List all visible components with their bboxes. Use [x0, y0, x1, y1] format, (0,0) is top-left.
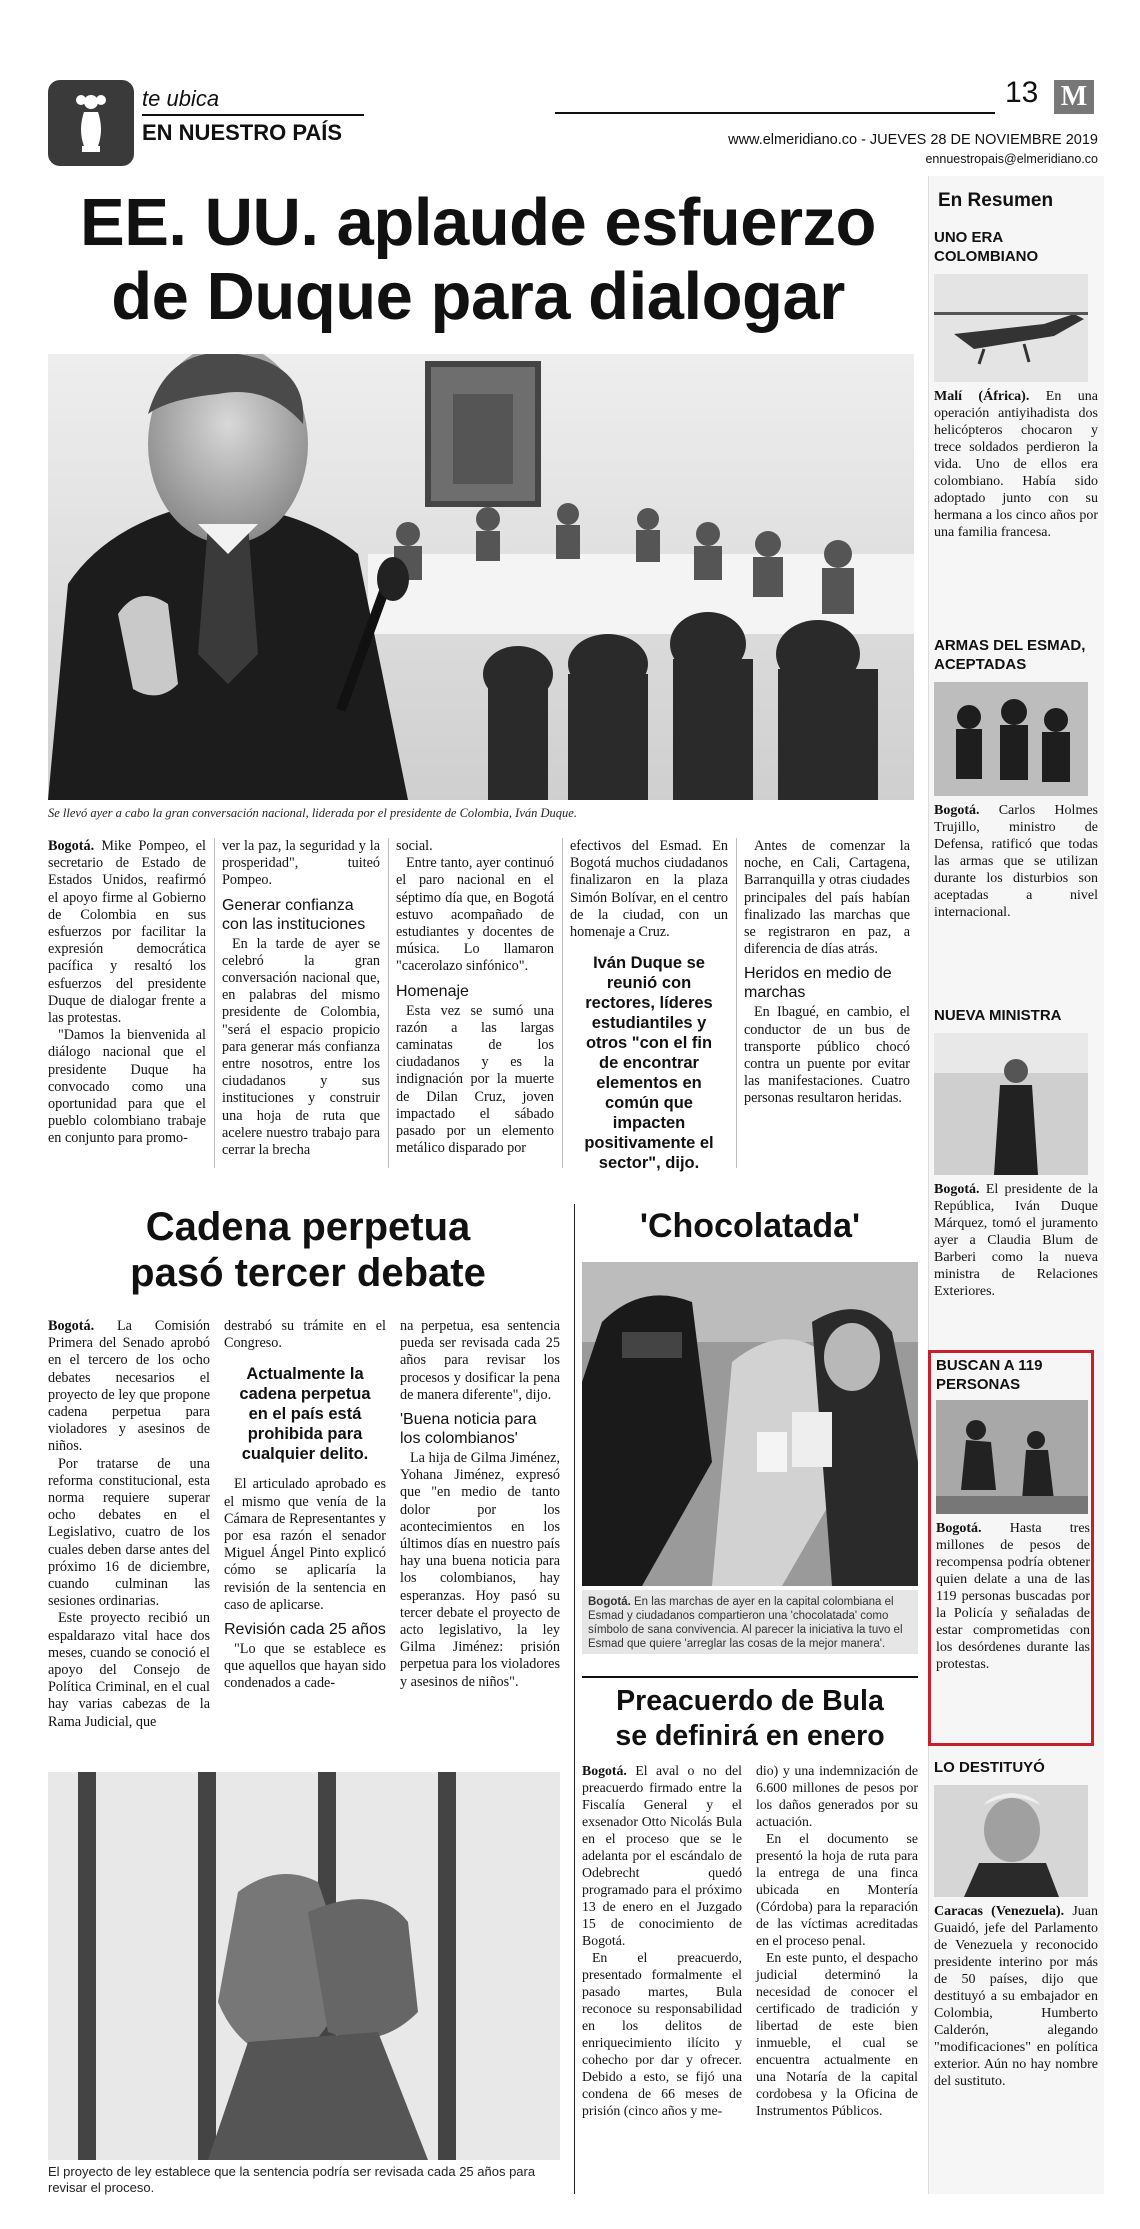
- sidebar-item-head: LO DESTITUYÓ: [934, 1759, 1045, 1776]
- cadena-headline-line-1: Cadena perpetua: [145, 1205, 471, 1249]
- dateline: Malí (África).: [934, 389, 1030, 404]
- paragraph: Hasta tres millones de pesos de recompensa podría obtener quien delate a una de las 119 personas buscadas por la Policía y señaladas de estar comprometidas con los desórdenes durante las protestas.: [936, 1521, 1090, 1672]
- paragraph: Mike Pompeo, el secretario de Estado de Estados Unidos, reafirmó el apoyo firme al Gobierno de Colombia en sus esfuerzos por facilitar la expresión democrática pacífica y resaltó los esfuerzos del presidente Duque de dialogar frente a las protestas.: [48, 838, 206, 1027]
- sidebar-item: [936, 1356, 1090, 1673]
- main-article-col-1: [48, 838, 206, 1148]
- paragraph: efectivos del Esmad. En Bogotá muchos ciudadanos finalizaron en la plaza Simón Bolívar, en el centro de la ciudad, con un homenaje a Cruz.: [570, 838, 728, 941]
- paragraph: El aval o no del preacuerdo firmado entre la Fiscalía General y el exsenador Otto Nicolás Bula en el proceso que se le adelanta por el escándalo de Odebrecht quedó programado para el próximo 13 de enero en el Juzgado 15 de conocimiento de Bogotá.: [582, 1763, 743, 1948]
- paragraph: La hija de Gilma Jiménez, Yohana Jiménez, expresó que "en medio de tanto dolor por los acontecimientos en los últimos días en nuestro país hay una buena noticia para los colombianos, hay esperanzas. Hoy pasó su tercer debate el proyecto de acto legislativo, la ley Gilma Jiménez: prisión perpetua para los violadores y asesinos de niños".: [400, 1450, 560, 1690]
- sidebar-item: [934, 228, 1098, 541]
- main-photo-caption: Se llevó ayer a cabo la gran conversación nacional, liderada por el presidente de Colombia, Iván Duque.: [48, 806, 577, 820]
- section-divider: [582, 1676, 918, 1678]
- sidebar-item-text: [934, 1903, 1098, 2090]
- paragraph: "Damos la bienvenida al diálogo nacional que el presidente Duque ha convocado como una oportunidad para que el pueblo colombiano trabaje en conjunto para promo-: [48, 1027, 206, 1147]
- sidebar-item-text: [934, 388, 1098, 541]
- paragraph: En Ibagué, en cambio, el conductor de un bus de transporte público chocó contra un puente por evitar las manifestaciones. Cuatro personas resultaron heridas.: [744, 1004, 910, 1107]
- main-article-col-5: [744, 838, 910, 1108]
- paragraph: dio) y una indemnización de 6.600 millones de pesos por los daños generados por su actuación.: [756, 1763, 918, 1829]
- sidebar-item-text: [934, 1181, 1098, 1300]
- main-article-col-4: [570, 838, 728, 1185]
- cadena-headline: [48, 1204, 568, 1296]
- main-headline-line-2: de Duque para dialogar: [111, 259, 845, 334]
- paragraph: ver la paz, la seguridad y la prosperidad", tuiteó Pompeo.: [222, 838, 380, 889]
- dateline: Caracas (Venezuela).: [934, 1904, 1065, 1919]
- paragraph: En la tarde de ayer se celebró la gran conversación nacional que, en palabras del mismo presidente de Colombia, "será el espacio propicio para generar más confianza entre nosotros, entre los ciudadanos y sus instituciones y construir una hoja de ruta que acelere nuestro trabajo para cerrar la brecha: [222, 935, 380, 1159]
- cadena-col-3: [400, 1318, 560, 1691]
- dateline: Bogotá.: [934, 803, 980, 818]
- main-photo: [48, 354, 914, 800]
- paragraph: na perpetua, esa sentencia pueda ser revisada cada 25 años para revisar los procesos y dosificar la pena de manera diferente", dijo.: [400, 1318, 560, 1403]
- section-divider: [574, 1204, 575, 2194]
- sidebar-item-head: UNO ERA COLOMBIANO: [934, 229, 1039, 265]
- cadena-photo-caption: El proyecto de ley establece que la sentencia podría ser revisada cada 25 años para revisar el proceso.: [48, 2164, 536, 2195]
- masthead-logo: M: [1054, 80, 1094, 114]
- column-rule: [562, 838, 563, 1168]
- sidebar-item-head: NUEVA MINISTRA: [934, 1007, 1062, 1024]
- dateline: Bogotá.: [48, 838, 95, 854]
- chocolatada-caption-box: [582, 1590, 918, 1654]
- column-rule: [214, 838, 215, 1168]
- sidebar-title: En Resumen: [938, 190, 1054, 211]
- bula-headline: [582, 1684, 918, 1754]
- section-divider: [142, 114, 364, 116]
- subheading: Revisión cada 25 años: [224, 1621, 386, 1639]
- header-rule: [555, 112, 995, 114]
- column-rule: [736, 838, 737, 1168]
- sidebar-photo-esmad: [934, 682, 1088, 796]
- paragraph: Antes de comenzar la noche, en Cali, Cartagena, Barranquilla y otras ciudades principales del país habían finalizado las marchas que se registraron en paz, a diferencia de días atrás.: [744, 838, 910, 958]
- sidebar-item-head: BUSCAN A 119 PERSONAS: [936, 1357, 1043, 1393]
- paragraph: El articulado aprobado es el mismo que venía de la Cámara de Representantes y por esa razón el senador Miguel Ángel Pinto explicó cómo se aplicaría la revisión de la sentencia en caso de aplicarse.: [224, 1476, 386, 1613]
- section-logo-icon: [48, 80, 134, 166]
- paragraph: destrabó su trámite en el Congreso.: [224, 1318, 386, 1352]
- site-date: www.elmeridiano.co - JUEVES 28 DE NOVIEMBRE 2019: [728, 132, 1098, 148]
- cadena-headline-line-2: pasó tercer debate: [130, 1251, 486, 1295]
- main-headline-line-1: EE. UU. aplaude esfuerzo: [80, 185, 876, 260]
- paragraph: La Comisión Primera del Senado aprobó en el tercero de los ocho debates necesarios el proyecto de ley que propone cadena perpetua para violadores y asesinos de niños.: [48, 1318, 210, 1455]
- subheading: 'Buena noticia para los colombianos': [400, 1411, 537, 1448]
- paragraph: En el documento se presentó la hoja de ruta para la entrega de una finca ubicada en Montería (Córdoba) para la reparación de las víctimas acreditadas en el proceso penal.: [756, 1831, 918, 1948]
- paragraph: social.: [396, 838, 433, 854]
- dateline: Bogotá.: [936, 1521, 982, 1536]
- sidebar-item: [934, 1006, 1098, 1300]
- pull-quote: Actualmente la cadena perpetua en el país está prohibida para cualquier delito.: [239, 1365, 371, 1464]
- bula-col-1: [582, 1762, 742, 2119]
- pull-quote: Iván Duque se reunió con rectores, líderes estudiantiles y otros "con el fin de encontrar elementos en común que impacten positivamente el sector", dijo.: [584, 954, 714, 1173]
- paragraph: En este punto, el despacho judicial determinó la necesidad de conocer el certificado de tradición y libertad de este bien inmueble, el cual se encuentra actualmente en una Notaría de la capital cordobesa y la Oficina de Instrumentos Públicos.: [756, 1950, 918, 2118]
- paragraph: En una operación antiyihadista dos helicópteros chocaron y trece soldados perdieron la vida. Uno de ellos era colombiano. Había sido adoptado junto con su hermana a los cinco años por una familia francesa.: [934, 389, 1098, 540]
- chocolatada-photo: [582, 1262, 918, 1586]
- paragraph: Este proyecto recibió un espaldarazo vital hace dos meses, cuando se conoció el apoyo del Consejo de Política Criminal, en el cual hay varias cabezas de la Rama Judicial, que: [48, 1610, 210, 1730]
- paragraph: En el preacuerdo, presentado formalmente el pasado martes, Bula reconoce su responsabilidad en los delitos de enriquecimiento ilícito y cohecho por dar y ofrecer. Debido a esto, se fijó una condena de 66 meses de prisión (cinco años y me-: [582, 1950, 742, 2118]
- dateline: Bogotá.: [934, 1182, 980, 1197]
- paragraph: El presidente de la República, Iván Duque Márquez, tomó el juramento ayer a Claudia Blum de Barberi como la nueva ministra de Relaciones Exteriores.: [934, 1182, 1099, 1299]
- cadena-photo: [48, 1772, 560, 2160]
- sidebar-photo-helicopter: [934, 274, 1088, 382]
- paragraph: Juan Guaidó, jefe del Parlamento de Venezuela y reconocido presidente interino por más de 50 países, dijo que destituyó a su embajador en Colombia, Humberto Calderón, alegando "modificaciones" en política exterior. Aún no hay nombre del sustituto.: [934, 1904, 1098, 2089]
- sidebar-item: [934, 636, 1098, 921]
- subheading: Heridos en medio de marchas: [744, 965, 892, 1002]
- chocolatada-caption: [588, 1595, 912, 1651]
- column-rule: [388, 838, 389, 1168]
- sidebar-photo-protest: [936, 1400, 1088, 1514]
- paragraph: Esta vez se sumó una razón a las largas caminatas de los ciudadanos y es la indignación por la muerte de Dilan Cruz, joven impactado el sábado pasado por un elemento metálico disparado por: [396, 1002, 554, 1157]
- paragraph: Por tratarse de una reforma constitucional, esta norma requiere superar ocho debates en el Legislativo, cuatro de los cuales deben darse antes del próximo 16 de diciembre, cuando culminan las sesiones ordinarias.: [48, 1455, 210, 1610]
- sidebar-item-text: [936, 1520, 1090, 1673]
- section-label-big: EN NUESTRO PAÍS: [142, 120, 343, 145]
- section-label-small: te ubica: [142, 86, 220, 111]
- sidebar-item: [934, 1758, 1098, 2090]
- bula-col-2: [756, 1762, 918, 2119]
- sidebar-photo-ministra: [934, 1033, 1088, 1175]
- paragraph: "Lo que se establece es que aquellos que hayan sido condenados a cade-: [224, 1641, 386, 1692]
- section-email: ennuestropais@elmeridiano.co: [925, 152, 1098, 166]
- main-article-col-3: [396, 838, 554, 1157]
- sidebar-item-text: [934, 802, 1098, 921]
- cadena-col-1: [48, 1318, 210, 1731]
- paragraph: Entre tanto, ayer continuó el paro nacional en el séptimo día que, en Bogotá estuvo acompañado de estudiantes y docentes de música. Lo llamaron "cacerolazo sinfónico".: [396, 855, 554, 975]
- sidebar-item-head: ARMAS DEL ESMAD, ACEPTADAS: [934, 637, 1086, 673]
- subheading: Homenaje: [396, 982, 469, 1000]
- page-number: 13: [1005, 76, 1039, 109]
- dateline: Bogotá.: [582, 1763, 627, 1778]
- main-headline: [48, 186, 908, 334]
- dateline: Bogotá.: [588, 1596, 631, 1608]
- sidebar-photo-calderon: [934, 1785, 1088, 1897]
- cadena-col-2: [224, 1318, 386, 1693]
- paragraph: Carlos Holmes Trujillo, ministro de Defensa, ratificó que todas las armas que se utilizan durante los disturbios son aceptadas a nivel internacional.: [934, 803, 1099, 920]
- dateline: Bogotá.: [48, 1318, 95, 1334]
- caption-text: En las marchas de ayer en la capital colombiana el Esmad y ciudadanos compartieron una 'chocolatada' como símbolo de sana convivencia. Al parecer la iniciativa la tuvo el Esmad que quiere 'arreglar las cosas de la mejor manera'.: [588, 1596, 903, 1650]
- bula-headline-line-2: se definirá en enero: [615, 1720, 885, 1752]
- subheading: Generar confianza con las instituciones: [222, 896, 366, 933]
- main-article-col-2: [222, 838, 380, 1159]
- chocolatada-headline: 'Chocolatada': [639, 1207, 861, 1245]
- bula-headline-line-1: Preacuerdo de Bula: [616, 1685, 884, 1717]
